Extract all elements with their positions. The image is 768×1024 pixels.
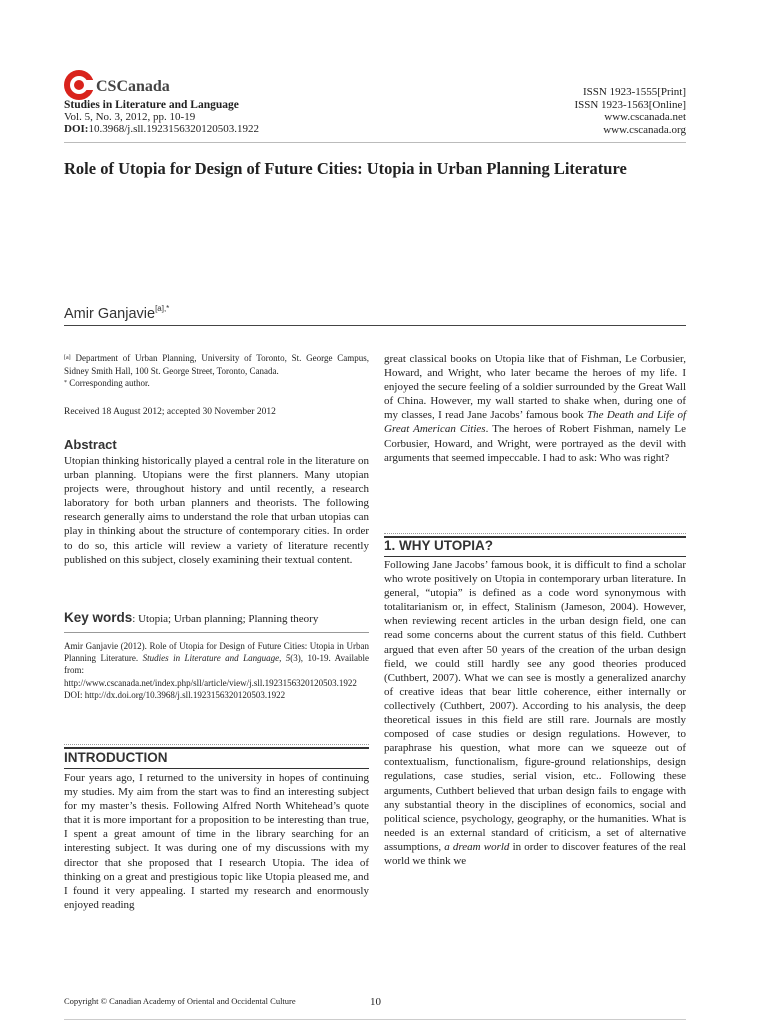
keywords (64, 610, 369, 625)
site-link-org[interactable]: www.cscanada.org (603, 123, 686, 136)
issn-online: ISSN 1923-1563[Online] (574, 98, 686, 111)
book-title: The Death and Life of Great American Cities (384, 409, 686, 436)
received-dates: Received 18 August 2012; accepted 30 November 2012 (64, 407, 276, 417)
author-text: Amir Ganjavie (64, 306, 156, 322)
author-divider (64, 325, 686, 326)
right-top-part2: . The heroes of Robert Fishman, namely Le Corbusier, Howard, and Wright, were portrayed as the devil with arguments that seemed impeccable. I had to ask: Who was right? (384, 423, 686, 464)
keywords-divider (64, 632, 369, 633)
corresponding-marker: * (64, 380, 67, 386)
introduction-heading: INTRODUCTION (64, 750, 168, 765)
cscanada-logo-icon (64, 70, 94, 100)
issn-block (574, 86, 686, 136)
why-rule-bottom (384, 556, 686, 557)
abstract-heading: Abstract (64, 437, 117, 452)
copyright-footer: Copyright © Canadian Academy of Oriental and Occidental Culture (64, 996, 296, 1006)
journal-info (64, 99, 259, 135)
right-column-intro (384, 352, 686, 465)
article-title: Role of Utopia for Design of Future Cities: Utopia in Urban Planning Literature (64, 159, 627, 178)
why-part1: Following Jane Jacobs’ famous book, it is difficult to find a scholar who wrote positively on Utopia in contemporary urban literature. In general, “utopia” is defined as a code word synonymous with totalitarianism or, in effect, Stalinism (Jameson, 2004). However, when reviewing recent articles in the urban design field, one can read some concerns about the current status of this field. Cuthbert argued that even after 50 years of the creation of the urban design field, we could still hardly see any good theories produced (Cuthbert, 2007). What we can see is mostly a generalized anarchy of creative ideas that bear little coherence, either internally or collectively (Cuthbert, 2007). According to his analysis, the deep theoretical issues in this field are still rare. Journals are mostly composed of case studies or design regulations. However, to paraphrase his question, what more can we squeeze out of contextualism, functionalism, figure-ground relationships, design regulations, case studies, serial vision, etc.. Following these arguments, Cuthbert believed that urban design fails to engage with any substantial theory in the disciplines of economics, social and political science, psychology, geography, or the humanities. What is needed is an external standard of criticism, a set of alternative assumptions, (384, 559, 686, 853)
why-part2: in order to discover features of the real world we think we (384, 840, 686, 867)
affiliation (64, 352, 369, 390)
corresponding-text: Corresponding author. (69, 378, 150, 388)
citation-part1: Amir Ganjavie (2012). Role of Utopia for Design of Future Cities: Utopia in Urban Planning Literature. (64, 641, 369, 664)
footer-divider (64, 1019, 686, 1020)
cscanada-logo[interactable] (64, 70, 170, 100)
why-utopia-text (384, 558, 686, 868)
introduction-text: Four years ago, I returned to the university in hopes of continuing my studies. My aim from the start was to find an interesting subject for my master’s thesis. Following Alfred North Whitehead’s quote that it is more important for a proposition to be interesting than true, I spent a great amount of time in the library searching for an interesting subject. It was during one of my discussions with my director that she proposed that I research Utopia. The idea of thinking on a great and prestigious topic like Utopia pleased me, and I found it very appealing. I started my research and enormously enjoyed reading (64, 772, 369, 911)
volume-info: Vol. 5, No. 3, 2012, pp. 10-19 (64, 111, 196, 123)
citation (64, 640, 369, 701)
doi-label: DOI: (64, 123, 89, 135)
page-number: 10 (370, 996, 381, 1008)
why-italic: a dream world (444, 840, 510, 853)
keywords-text: : Utopia; Urban planning; Planning theory (132, 613, 319, 625)
why-utopia-heading: 1. WHY UTOPIA? (384, 538, 494, 553)
header-divider (64, 142, 686, 143)
affiliation-marker: [a] (64, 355, 71, 361)
citation-part2[interactable]: (3), 10-19. Available from: http://www.cscanada.net/index.php/sll/article/view/j.sll.1923156320120503.1922 DOI: http://dx.doi.org/10.3968/j.sll.1923156320120503.1922 (64, 653, 369, 700)
logo-text: CSCanada (96, 78, 170, 95)
intro-rule-bottom (64, 768, 369, 769)
right-top-part1: great classical books on Utopia like that of Fishman, Le Corbusier, Howard, and Wright, who later became the heroes of my life. I enjoyed the secure feeling of a soldier surrounded by the Great Wall of China. However, my wall started to shake when, during one of my classes, I read Jane Jacobs’ famous book (384, 353, 686, 422)
author-name (64, 306, 169, 322)
why-dotted-rule (384, 533, 686, 534)
site-link-net[interactable]: www.cscanada.net (604, 111, 686, 123)
intro-dotted-rule (64, 744, 369, 745)
journal-name: Studies in Literature and Language (64, 99, 239, 111)
doi-value: 10.3968/j.sll.1923156320120503.1922 (88, 123, 259, 135)
doi-line (64, 123, 259, 135)
citation-journal: Studies in Literature and Language, 5 (142, 653, 291, 664)
issn-print: ISSN 1923-1555[Print] (583, 86, 686, 98)
affiliation-text: Department of Urban Planning, University of Toronto, St. George Campus, Sidney Smith Hall, 100 St. George Street, Toronto, Canada. (64, 353, 370, 376)
abstract-text: Utopian thinking historically played a central role in the literature on urban planning. Utopians were the first planners. Many utopian projects were, throughout history and until recently, a research laboratory for both urban planners and theorists. The following research generally aims to understand the role that urban utopias can play in thinking about the structure of contemporary cities. In order to do so, this article will review a variety of literature recently published on this subject, closely examining their textual content. (64, 455, 369, 566)
author-superscript: [a],* (155, 304, 170, 313)
keywords-label: Key words (64, 610, 133, 625)
intro-rule (64, 747, 369, 749)
